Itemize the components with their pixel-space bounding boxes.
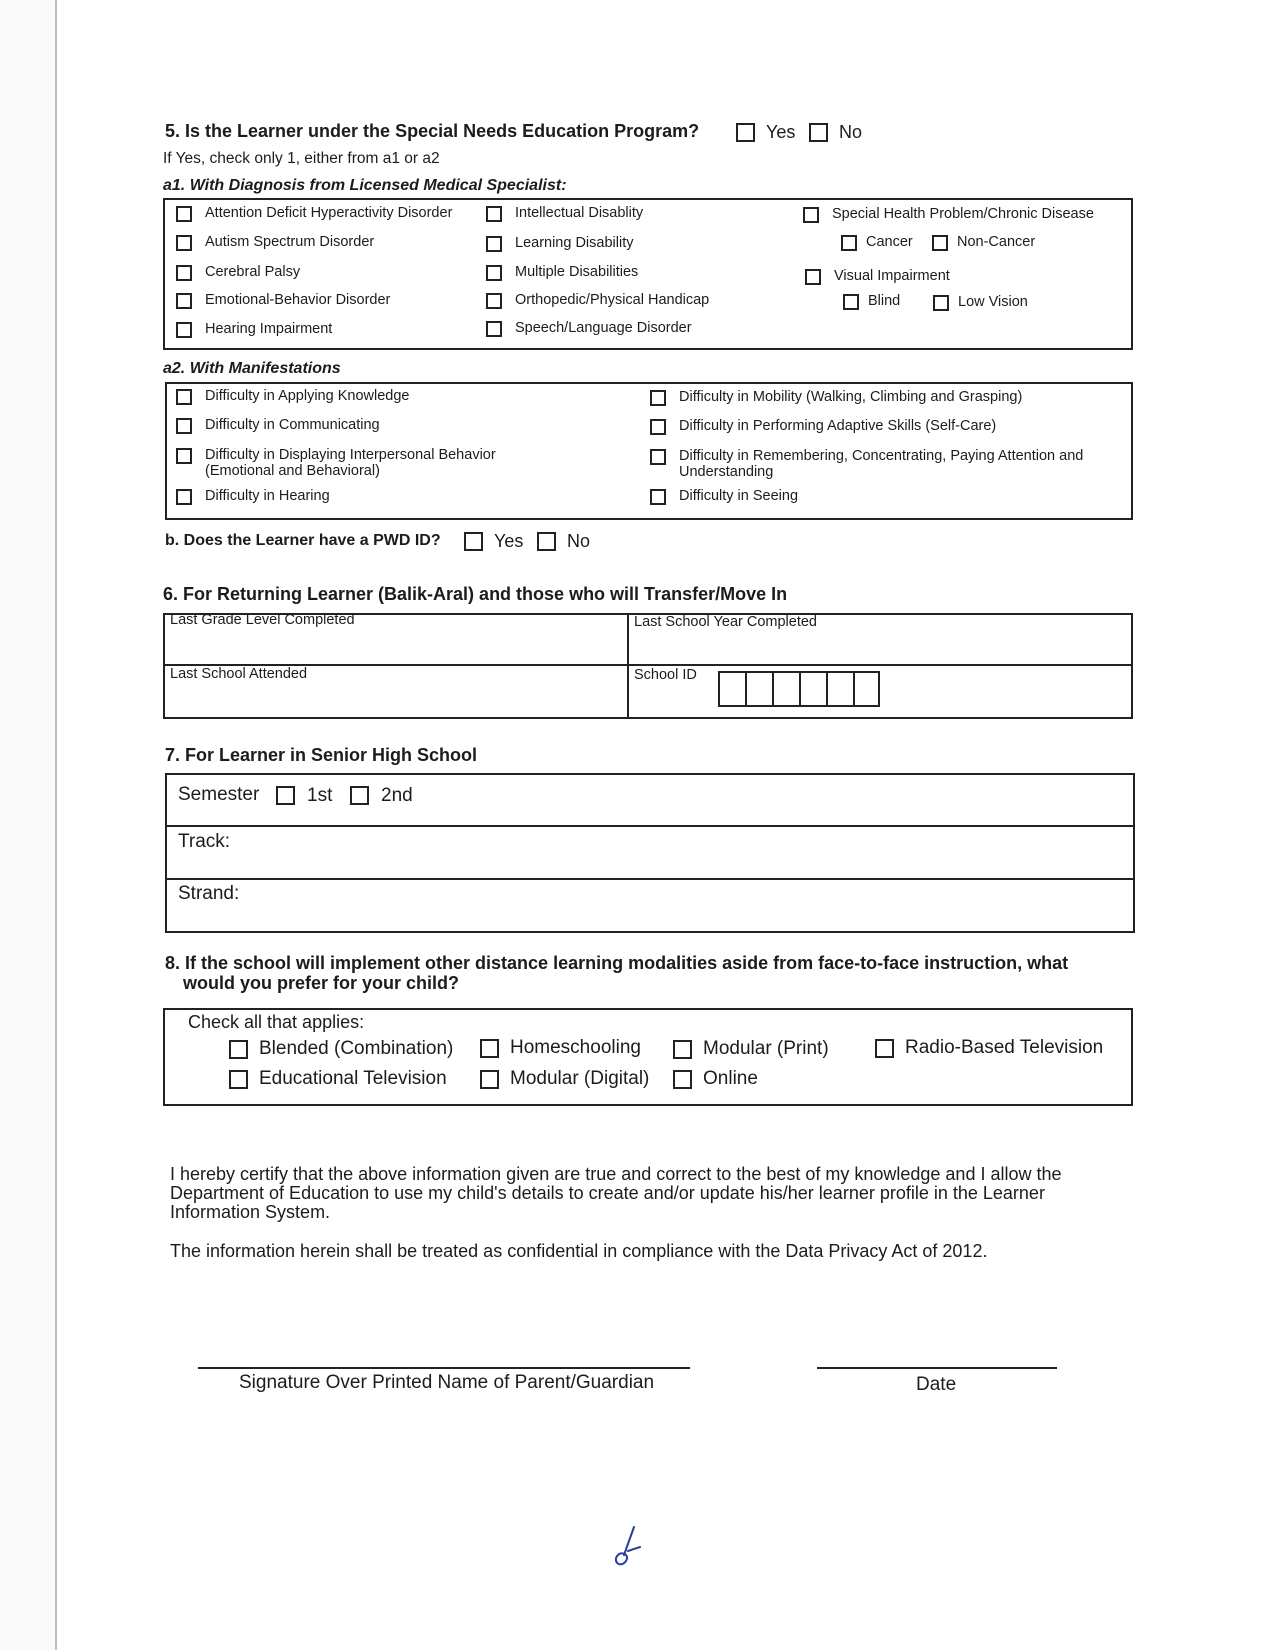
sne-no-label: No (839, 122, 863, 142)
a2-title: a2. With Manifestations (163, 360, 341, 377)
a1-label: Learning Disability (515, 235, 634, 251)
modality-label: Homeschooling (510, 1037, 641, 1058)
checkbox[interactable] (932, 235, 948, 251)
a1-label: Speech/Language Disorder (515, 320, 692, 336)
checkbox[interactable] (176, 322, 192, 338)
a1-label: Hearing Impairment (205, 321, 333, 337)
school-id-cell-divider (826, 673, 828, 705)
checkbox[interactable] (486, 321, 502, 337)
a1-label: Cerebral Palsy (205, 264, 301, 280)
section5-question: 5. Is the Learner under the Special Needs Education Program? (165, 121, 700, 141)
pwd-question: b. Does the Learner have a PWD ID? (165, 532, 441, 549)
page-shadow (0, 0, 55, 1650)
pwd-no-checkbox[interactable] (537, 532, 556, 551)
a1-label: Intellectual Disablity (515, 205, 644, 221)
section6-title: 6. For Returning Learner (Balik-Aral) and those who will Transfer/Move In (163, 584, 788, 604)
semester-2nd-checkbox[interactable] (350, 786, 369, 805)
checkbox[interactable] (176, 206, 192, 222)
a2-label-line2: Understanding (679, 464, 774, 480)
school-id-cell-divider (799, 673, 801, 705)
checkbox[interactable] (650, 449, 666, 465)
last-sy-label: Last School Year Completed (634, 614, 817, 630)
check-all-label: Check all that applies: (188, 1012, 365, 1032)
track-label: Track: (178, 831, 231, 852)
checkbox[interactable] (486, 236, 502, 252)
checkbox[interactable] (486, 265, 502, 281)
certification-line: I hereby certify that the above information given are true and correct to the best of my knowledge and I allow the (170, 1164, 1062, 1184)
a2-label: Difficulty in Communicating (205, 417, 380, 433)
modality-label: Educational Television (259, 1068, 447, 1089)
date-label: Date (916, 1374, 957, 1395)
a2-label: Difficulty in Seeing (679, 488, 799, 504)
checkbox[interactable] (229, 1070, 248, 1089)
section5-instruction: If Yes, check only 1, either from a1 or a2 (163, 150, 440, 167)
checkbox[interactable] (933, 295, 949, 311)
checkbox[interactable] (843, 294, 859, 310)
checkbox[interactable] (803, 207, 819, 223)
a1-title: a1. With Diagnosis from Licensed Medical Specialist: (163, 177, 567, 194)
a1-label: Special Health Problem/Chronic Disease (832, 206, 1094, 222)
checkbox[interactable] (650, 390, 666, 406)
checkbox[interactable] (176, 293, 192, 309)
checkbox[interactable] (176, 489, 192, 505)
semester-1st-checkbox[interactable] (276, 786, 295, 805)
signature-label: Signature Over Printed Name of Parent/Guardian (239, 1372, 655, 1393)
section8-title-line1: 8. If the school will implement other distance learning modalities aside from face-to-face instruction, what (165, 953, 1069, 973)
checkbox[interactable] (176, 265, 192, 281)
a1-label: Multiple Disabilities (515, 264, 639, 280)
checkbox[interactable] (805, 269, 821, 285)
a1-label: Emotional-Behavior Disorder (205, 292, 391, 308)
a1-label: Attention Deficit Hyperactivity Disorder (205, 205, 453, 221)
section7-row-divider (165, 878, 1135, 880)
checkbox[interactable] (875, 1039, 894, 1058)
handwritten-initial-mark (610, 1525, 650, 1570)
a2-label: Difficulty in Applying Knowledge (205, 388, 410, 404)
checkbox[interactable] (486, 293, 502, 309)
pwd-no-label: No (567, 531, 591, 551)
checkbox[interactable] (176, 235, 192, 251)
certification-line: Information System. (170, 1202, 331, 1222)
school-id-cell-divider (853, 673, 855, 705)
certification-line: Department of Education to use my child's details to create and/or update his/her learner profile in the Learner (170, 1183, 1045, 1203)
semester-2nd-label: 2nd (381, 785, 413, 806)
sne-yes-label: Yes (766, 122, 796, 142)
section6-row-divider (163, 664, 1133, 666)
checkbox[interactable] (673, 1070, 692, 1089)
a2-label: Difficulty in Hearing (205, 488, 330, 504)
checkbox[interactable] (841, 235, 857, 251)
school-id-cell-divider (772, 673, 774, 705)
modality-label: Online (703, 1068, 758, 1089)
checkbox[interactable] (480, 1039, 499, 1058)
checkbox[interactable] (650, 489, 666, 505)
a1-label: Orthopedic/Physical Handicap (515, 292, 710, 308)
privacy-statement: The information herein shall be treated as confidential in compliance with the Data Privacy Act of 2012. (170, 1241, 988, 1261)
semester-label: Semester (178, 784, 260, 805)
date-line[interactable] (817, 1367, 1057, 1369)
checkbox[interactable] (176, 418, 192, 434)
a1-label: Cancer (866, 234, 913, 250)
modality-label: Modular (Print) (703, 1038, 829, 1059)
section8-title-line2: would you prefer for your child? (183, 973, 460, 993)
strand-label: Strand: (178, 883, 240, 904)
checkbox[interactable] (486, 206, 502, 222)
a2-label-line2: (Emotional and Behavioral) (205, 463, 380, 479)
sne-yes-checkbox[interactable] (736, 123, 755, 142)
a2-label: Difficulty in Mobility (Walking, Climbing and Grasping) (679, 389, 1023, 405)
modality-label: Blended (Combination) (259, 1038, 454, 1059)
section6-col-divider (627, 613, 629, 719)
checkbox[interactable] (176, 448, 192, 464)
pwd-yes-checkbox[interactable] (464, 532, 483, 551)
a1-label: Autism Spectrum Disorder (205, 234, 375, 250)
certification-text (170, 1165, 1120, 1222)
checkbox[interactable] (480, 1070, 499, 1089)
sne-no-checkbox[interactable] (809, 123, 828, 142)
last-school-label: Last School Attended (170, 666, 308, 682)
section7-row-divider (165, 825, 1135, 827)
a2-label: Difficulty in Performing Adaptive Skills (Self-Care) (679, 418, 997, 434)
checkbox[interactable] (673, 1040, 692, 1059)
section7-title: 7. For Learner in Senior High School (165, 745, 478, 765)
signature-line[interactable] (198, 1367, 690, 1369)
a2-label: Difficulty in Displaying Interpersonal Behavior (205, 447, 496, 463)
semester-1st-label: 1st (307, 785, 333, 806)
page-edge (55, 0, 57, 1650)
last-grade-label: Last Grade Level Completed (170, 612, 355, 628)
school-id-input[interactable] (718, 671, 880, 707)
pwd-yes-label: Yes (494, 531, 524, 551)
modality-label: Modular (Digital) (510, 1068, 650, 1089)
a1-label: Non-Cancer (957, 234, 1036, 250)
checkbox[interactable] (229, 1040, 248, 1059)
school-id-cell-divider (745, 673, 747, 705)
checkbox[interactable] (650, 419, 666, 435)
a1-label: Blind (868, 293, 901, 309)
school-id-label: School ID (634, 667, 697, 683)
checkbox[interactable] (176, 389, 192, 405)
modality-label: Radio-Based Television (905, 1037, 1104, 1058)
a1-label: Visual Impairment (834, 268, 950, 284)
a2-label: Difficulty in Remembering, Concentrating, Paying Attention and (679, 448, 1084, 464)
a1-label: Low Vision (958, 294, 1028, 310)
